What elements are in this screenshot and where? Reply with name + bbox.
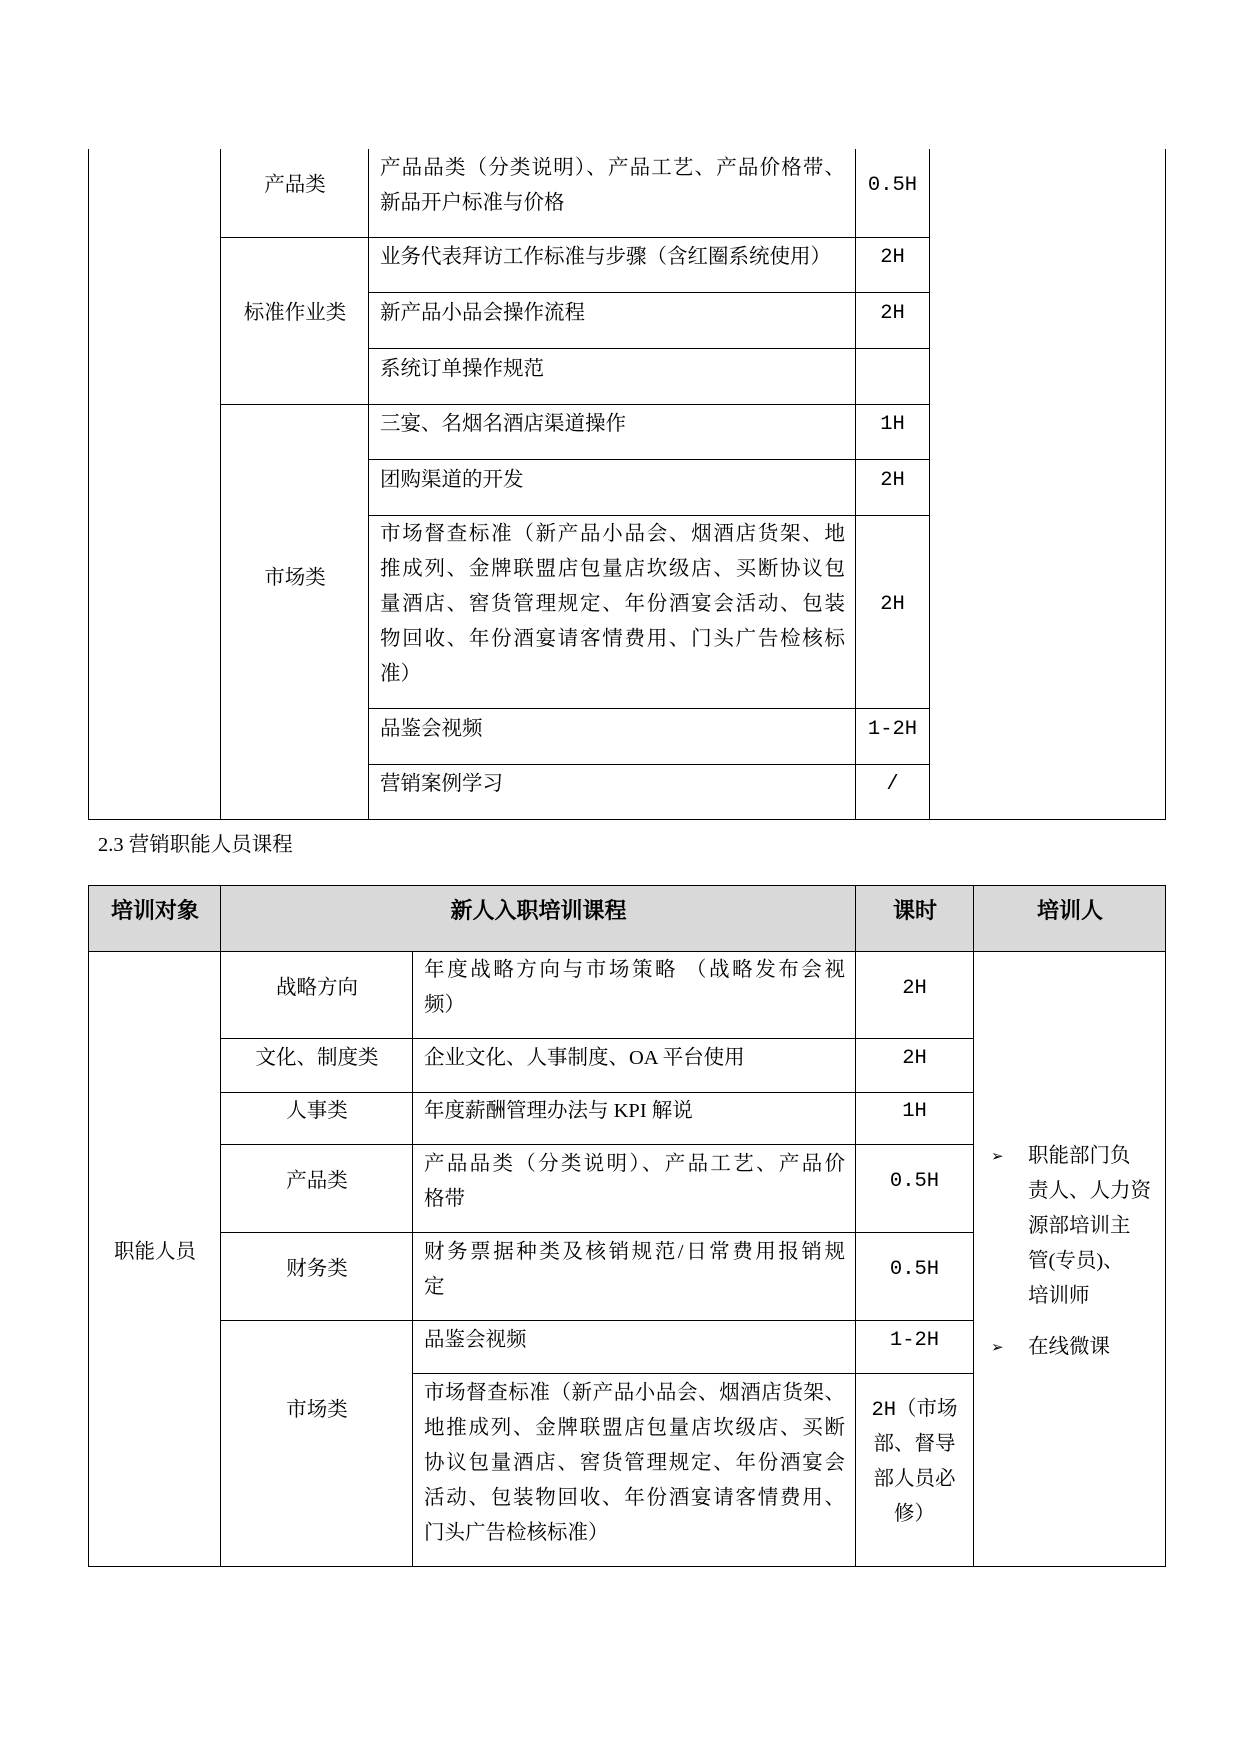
trainer-line: 培训师: [1028, 1285, 1090, 1307]
trainer-list-item: [991, 1330, 1155, 1365]
hours-cell: [856, 404, 930, 459]
hours-value: 0.5H: [889, 1170, 940, 1193]
trainer-cell: [930, 149, 1166, 819]
header-training-target: 培训对象: [89, 886, 221, 952]
course-cell: [369, 237, 856, 292]
training-target-cell: [89, 149, 221, 819]
hours-line: 修）: [894, 1504, 936, 1527]
course-cell: [413, 952, 856, 1039]
trainer-line: 责人、人力资: [1028, 1180, 1152, 1202]
trainer-cell: [974, 952, 1166, 1567]
hours-value: 2H: [880, 593, 905, 616]
functional-staff-course-table: [88, 885, 1166, 1567]
hours-cell: [856, 1233, 974, 1321]
category-label: 产品类: [286, 1170, 348, 1192]
hours-value: 1H: [880, 413, 905, 436]
hours-cell: [856, 1374, 974, 1567]
course-line: 市场督查标准（新产品小品会、烟酒店货架、: [424, 1381, 846, 1404]
course-cell: [369, 515, 856, 708]
course-cell: [369, 404, 856, 459]
category-cell: [221, 952, 413, 1039]
course-line: 三宴、名烟名酒店渠道操作: [380, 413, 626, 435]
hours-value: 2H: [880, 468, 905, 492]
trainer-line: 源部培训主: [1028, 1215, 1131, 1237]
hours-cell: [856, 515, 930, 708]
course-line: 年度薪酬管理办法与 KPI 解说: [424, 1100, 693, 1122]
course-line: 财务票据种类及核销规范/日常费用报销规: [424, 1240, 846, 1263]
course-cell: [369, 708, 856, 764]
category-label: 产品类: [264, 174, 326, 197]
category-cell: [221, 1093, 413, 1145]
course-line: 团购渠道的开发: [380, 468, 524, 491]
hours-cell: [856, 1145, 974, 1233]
course-cell: [369, 292, 856, 348]
hours-cell: [856, 952, 974, 1039]
table-row: [89, 952, 1166, 1039]
course-cell: [413, 1374, 856, 1567]
course-line: 营销案例学习: [380, 773, 503, 795]
course-cell: [369, 764, 856, 819]
course-cell: [369, 348, 856, 404]
table-header-row: [89, 886, 1166, 952]
category-cell: [221, 1145, 413, 1233]
arrowhead-bullet-icon: [991, 1139, 1028, 1174]
arrowhead-bullet-icon: [991, 1330, 1028, 1365]
course-cell: [413, 1233, 856, 1321]
course-line: 门头广告检核标准）: [424, 1521, 609, 1544]
hours-value: 2H: [902, 1047, 927, 1070]
category-label: 战略方向: [276, 976, 358, 999]
course-line: 产品品类（分类说明）、产品工艺、产品价格带、: [380, 156, 845, 179]
hours-cell: [856, 1321, 974, 1374]
course-cell: [369, 149, 856, 237]
course-line: 推成列、金牌联盟店包量店坎级店、买断协议包: [380, 558, 845, 580]
category-cell: [221, 1039, 413, 1093]
course-line: 地推成列、金牌联盟店包量店坎级店、买断: [424, 1416, 846, 1439]
hours-value: 2H: [902, 976, 927, 1000]
category-label: 财务类: [286, 1258, 348, 1280]
course-line: 频）: [424, 994, 465, 1016]
hours-line: 2H（市场: [871, 1399, 958, 1422]
course-line: 量酒店、窖货管理规定、年份酒宴会活动、包装: [380, 593, 845, 615]
course-line: 新产品小品会操作流程: [380, 301, 585, 324]
course-line: 新品开户标准与价格: [380, 191, 565, 214]
category-cell: [221, 1321, 413, 1567]
category-label: 市场类: [264, 567, 326, 589]
course-cell: [413, 1039, 856, 1093]
course-line: 活动、包装物回收、年份酒宴请客情费用、: [424, 1486, 846, 1509]
hours-cell: [856, 292, 930, 348]
course-cell: [369, 459, 856, 515]
hours-value: 0.5H: [867, 174, 918, 198]
hours-cell: [856, 348, 930, 404]
course-line: 品鉴会视频: [380, 717, 483, 740]
course-line: 品鉴会视频: [424, 1328, 527, 1351]
course-line: 准）: [380, 663, 421, 685]
hours-cell: [856, 1039, 974, 1093]
hours-cell: [856, 708, 930, 764]
hours-value: 1-2H: [889, 1328, 940, 1352]
course-line: 协议包量酒店、窖货管理规定、年份酒宴会: [424, 1451, 846, 1474]
trainer-text: [1028, 1139, 1151, 1314]
hours-cell: [856, 1093, 974, 1145]
course-line: 定: [424, 1275, 445, 1298]
hours-line: 部、督导: [873, 1434, 956, 1457]
category-label: 市场类: [286, 1399, 348, 1421]
hours-value: /: [886, 773, 899, 796]
training-target-cell: [89, 952, 221, 1567]
course-line: 年度战略方向与市场策略 （战略发布会视: [424, 959, 846, 981]
category-label: 文化、制度类: [255, 1047, 379, 1069]
trainer-line: 管(专员)、: [1028, 1250, 1124, 1272]
course-line: 产品品类（分类说明）、产品工艺、产品价: [424, 1152, 846, 1175]
category-cell: [221, 404, 369, 819]
trainer-text: [1028, 1330, 1110, 1365]
category-label: 人事类: [286, 1100, 348, 1122]
hours-value: 0.5H: [889, 1258, 940, 1281]
category-cell: [221, 1233, 413, 1321]
course-cell: [413, 1093, 856, 1145]
trainer-line: 在线微课: [1028, 1336, 1111, 1358]
header-hours: 课时: [856, 886, 974, 952]
category-cell: [221, 237, 369, 404]
section-heading: 2.3 营销职能人员课程: [98, 834, 293, 856]
course-cell: [413, 1145, 856, 1233]
table-row: [89, 149, 1166, 237]
hours-value: 1-2H: [867, 717, 918, 741]
header-trainer: 培训人: [974, 886, 1166, 952]
header-course: 新人入职培训课程: [221, 886, 856, 952]
hours-value: 1H: [902, 1100, 927, 1123]
hours-cell: [856, 764, 930, 819]
hours-value: 2H: [880, 246, 905, 269]
sales-course-table-continued: [88, 149, 1166, 820]
hours-cell: [856, 459, 930, 515]
hours-cell: [856, 149, 930, 237]
hours-value: 2H: [880, 301, 905, 325]
course-line: 市场督查标准（新产品小品会、烟酒店货架、地: [380, 523, 845, 545]
category-cell: [221, 149, 369, 237]
hours-line: 部人员必: [873, 1469, 956, 1492]
course-cell: [413, 1321, 856, 1374]
course-line: 系统订单操作规范: [380, 357, 544, 380]
training-target-label: 职能人员: [114, 1240, 196, 1263]
trainer-line: 职能部门负: [1028, 1145, 1131, 1167]
course-line: 业务代表拜访工作标准与步骤（含红圈系统使用）: [380, 246, 831, 268]
course-line: 格带: [424, 1187, 465, 1210]
hours-cell: [856, 237, 930, 292]
trainer-list-item: [991, 1139, 1155, 1314]
course-line: 物回收、年份酒宴请客情费用、门头广告检核标: [380, 628, 845, 650]
course-line: 企业文化、人事制度、OA 平台使用: [424, 1047, 745, 1069]
category-label: 标准作业类: [243, 302, 347, 324]
